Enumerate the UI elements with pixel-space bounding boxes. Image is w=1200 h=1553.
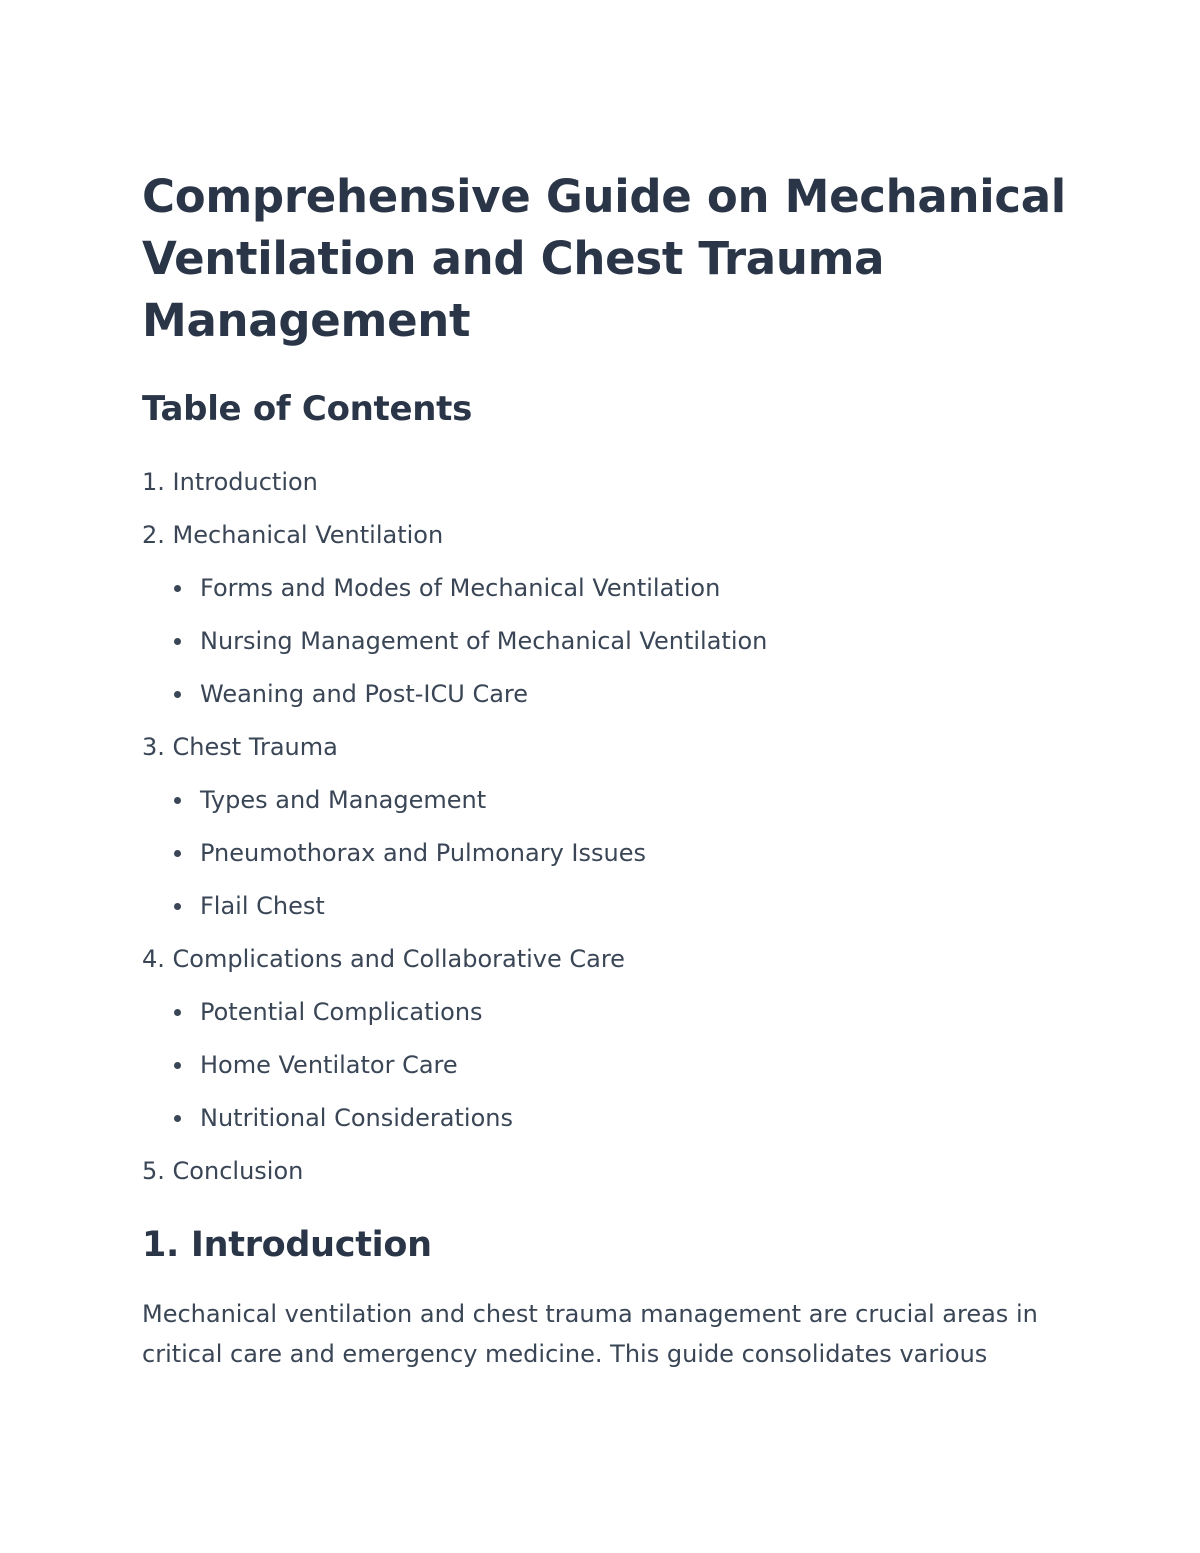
toc-item-number: 5.	[142, 1157, 165, 1185]
toc-subitem	[172, 986, 1072, 1039]
toc-subitem	[172, 774, 1072, 827]
toc-item-introduction	[142, 456, 1072, 509]
bullet-icon	[174, 585, 181, 592]
table-of-contents	[142, 456, 1072, 1198]
toc-subitem	[172, 615, 1072, 668]
section-heading-introduction: 1. Introduction	[142, 1225, 432, 1265]
toc-item-number: 3.	[142, 733, 165, 761]
toc-item-number: 1.	[142, 468, 165, 496]
toc-subitem	[172, 1092, 1072, 1145]
toc-item-number: 2.	[142, 521, 165, 549]
bullet-icon	[174, 1115, 181, 1122]
toc-sublist-complications	[142, 986, 1072, 1145]
toc-subitem	[172, 1039, 1072, 1092]
toc-item-label: Chest Trauma	[172, 733, 338, 761]
bullet-icon	[174, 797, 181, 804]
toc-subitem-label: Home Ventilator Care	[200, 1051, 458, 1079]
toc-subitem-label: Nursing Management of Mechanical Ventilation	[200, 627, 768, 655]
toc-item-label: Introduction	[172, 468, 318, 496]
toc-item-label: Mechanical Ventilation	[172, 521, 444, 549]
toc-subitem	[172, 827, 1072, 880]
toc-subitem-label: Nutritional Considerations	[200, 1104, 513, 1132]
toc-subitem-label: Types and Management	[200, 786, 487, 814]
document-page	[142, 166, 1072, 1374]
toc-subitem-label: Potential Complications	[200, 998, 483, 1026]
toc-subitem-label: Flail Chest	[200, 892, 325, 920]
toc-item-complications	[142, 933, 1072, 986]
toc-subitem-label: Pneumothorax and Pulmonary Issues	[200, 839, 646, 867]
toc-item-label: Conclusion	[172, 1157, 304, 1185]
bullet-icon	[174, 1062, 181, 1069]
toc-item-conclusion	[142, 1145, 1072, 1198]
toc-subitem	[172, 562, 1072, 615]
toc-item-mechanical-ventilation	[142, 509, 1072, 562]
document-title: Comprehensive Guide on Mechanical Ventilation and Chest Trauma Management	[142, 170, 1066, 347]
toc-item-label: Complications and Collaborative Care	[172, 945, 625, 973]
toc-subitem	[172, 668, 1072, 721]
bullet-icon	[174, 1009, 181, 1016]
toc-subitem-label: Weaning and Post-ICU Care	[200, 680, 529, 708]
toc-subitem-label: Forms and Modes of Mechanical Ventilation	[200, 574, 721, 602]
bullet-icon	[174, 850, 181, 857]
toc-item-number: 4.	[142, 945, 165, 973]
bullet-icon	[174, 691, 181, 698]
toc-item-chest-trauma	[142, 721, 1072, 774]
toc-subitem	[172, 880, 1072, 933]
toc-sublist-mechanical-ventilation	[142, 562, 1072, 721]
bullet-icon	[174, 903, 181, 910]
intro-paragraph: Mechanical ventilation and chest trauma management are crucial areas in critical care and emergency medicine. This guide consolidates various	[142, 1300, 1038, 1368]
toc-heading: Table of Contents	[142, 389, 473, 429]
toc-sublist-chest-trauma	[142, 774, 1072, 933]
bullet-icon	[174, 638, 181, 645]
